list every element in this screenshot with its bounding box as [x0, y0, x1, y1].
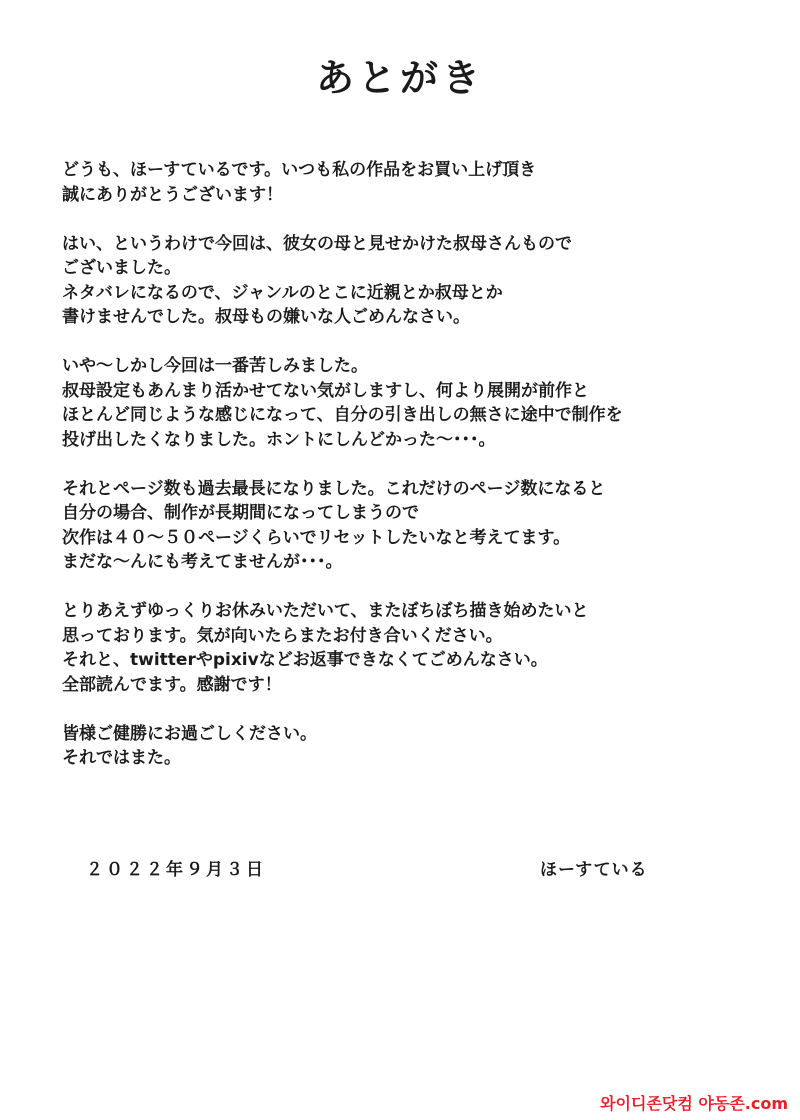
afterword-body — [62, 158, 762, 795]
text-line: 思っております。気が向いたらまたお付き合いください。 — [62, 625, 503, 646]
paragraph — [62, 232, 762, 330]
text-line: それではまた。 — [62, 748, 181, 768]
text-line: ほとんど同じような感じになって、自分の引き出しの無さに途中で制作を — [62, 405, 623, 425]
text-line: 誠にありがとうございます！ — [62, 184, 283, 205]
text-line: 書けませんでした。叔母もの嫌いな人ごめんなさい。 — [62, 307, 470, 327]
paragraph — [62, 158, 762, 207]
text-line: とりあえずゆっくりお休みいただいて、またぼちぼち描き始めたいと — [62, 601, 589, 621]
text-line: 叔母設定もあんまり活かせてない気がしますし、何より展開が前作と — [62, 380, 589, 401]
text-line: 自分の場合、制作が長期間になってしまうので — [62, 503, 419, 523]
text-line: それとページ数も過去最長になりました。これだけのページ数になると — [62, 478, 606, 499]
text-line: 投げ出したくなりました。ホントにしんどかった～･･･。 — [62, 429, 496, 450]
text-line: 次作は４０～５０ページくらいでリセットしたいなと考えてます。 — [62, 527, 571, 548]
paragraph — [62, 722, 762, 771]
paragraph — [62, 599, 762, 697]
text-line: はい、というわけで今回は、彼女の母と見せかけた叔母さんもので — [62, 233, 572, 254]
paragraph — [62, 477, 762, 575]
text-line: ネタバレになるので、ジャンルのとこに近親とか叔母とか — [62, 282, 503, 303]
text-line: まだな～んにも考えてませんが･･･。 — [62, 552, 343, 572]
page-title: あとがき — [315, 56, 484, 100]
text-line: いや～しかし今回は一番苦しみました。 — [62, 356, 368, 376]
date-signature: ２０２２年９月３日 — [86, 860, 266, 880]
paragraph — [62, 354, 762, 452]
author-signature: ほーすている — [540, 860, 648, 880]
text-line: 全部読んでます。感謝です！ — [62, 674, 282, 695]
text-line: ございました。 — [62, 258, 181, 278]
text-line: 皆様ご健勝にお過ごしください。 — [62, 723, 317, 744]
text-line: どうも、ほーすているです。いつも私の作品をお買い上げ頂き — [62, 160, 537, 180]
site-watermark: 와이디존닷컴 야동존.com — [600, 1094, 788, 1113]
text-line: それと、twitterやpixivなどお返事できなくてごめんなさい。 — [62, 650, 548, 670]
